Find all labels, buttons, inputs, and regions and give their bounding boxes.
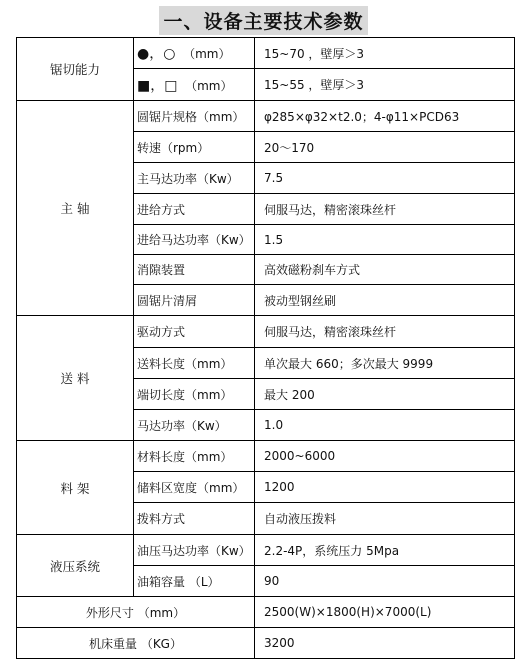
value-cell: 15~70 ，壁厚＞3 <box>255 38 515 69</box>
unit-label: （mm） <box>185 78 233 93</box>
shape-cell <box>134 69 255 101</box>
label-cell: 送料长度（mm） <box>134 348 255 379</box>
label-cell: 主马达功率（Kw） <box>134 163 255 194</box>
label-cell: 消隙装置 <box>134 255 255 285</box>
value-cell: 伺服马达，精密滚珠丝杆 <box>255 194 515 225</box>
value-cell: 单次最大 660；多次最大 9999 <box>255 348 515 379</box>
unit-label: （mm） <box>183 47 231 61</box>
value-cell: 2.2-4P，系统压力 5Mpa <box>255 535 515 566</box>
dimensions-label: 外形尺寸 （mm） <box>17 597 255 628</box>
value-cell: 1200 <box>255 472 515 503</box>
shape-cell <box>134 38 255 69</box>
table-row <box>17 597 515 628</box>
label-cell: 材料长度（mm） <box>134 441 255 472</box>
dimensions-value: 2500(W)×1800(H)×7000(L) <box>255 597 515 628</box>
label-cell: 拨料方式 <box>134 503 255 535</box>
document-title: 一、设备主要技术参数 <box>159 6 367 35</box>
label-cell: 进给方式 <box>134 194 255 225</box>
label-cell: 储料区宽度（mm） <box>134 472 255 503</box>
value-cell: 伺服马达，精密滚珠丝杆 <box>255 316 515 348</box>
label-cell: 端切长度（mm） <box>134 379 255 410</box>
value-cell: 20～170 <box>255 132 515 163</box>
label-cell: 进给马达功率（Kw） <box>134 225 255 255</box>
table-row <box>17 535 515 566</box>
category-spindle: 主 轴 <box>17 101 134 316</box>
value-cell: 被动型钢丝刷 <box>255 285 515 316</box>
label-cell: 驱动方式 <box>134 316 255 348</box>
category-rack: 料 架 <box>17 441 134 535</box>
value-cell: 自动液压拨料 <box>255 503 515 535</box>
value-cell: 1.0 <box>255 410 515 441</box>
label-cell: 转速（rpm） <box>134 132 255 163</box>
value-cell: 90 <box>255 566 515 597</box>
table-row <box>17 316 515 348</box>
label-cell: 圆锯片清屑 <box>134 285 255 316</box>
weight-value: 3200 <box>255 628 515 659</box>
value-cell: 15~55 ，壁厚＞3 <box>255 69 515 101</box>
spec-table <box>16 37 515 659</box>
title-wrap <box>0 6 527 35</box>
label-cell: 油箱容量 （L） <box>134 566 255 597</box>
table-row <box>17 441 515 472</box>
label-cell: 圆锯片规格（mm） <box>134 101 255 132</box>
label-cell: 油压马达功率（Kw） <box>134 535 255 566</box>
value-cell: 2000~6000 <box>255 441 515 472</box>
value-cell: 7.5 <box>255 163 515 194</box>
category-feeding: 送 料 <box>17 316 134 441</box>
round-shape-icons: ●，○ <box>137 46 176 62</box>
weight-label: 机床重量 （KG） <box>17 628 255 659</box>
table-row <box>17 38 515 69</box>
table-row <box>17 101 515 132</box>
category-hydraulic: 液压系统 <box>17 535 134 597</box>
square-shape-icons: ■，□ <box>137 77 178 94</box>
value-cell: 1.5 <box>255 225 515 255</box>
label-cell: 马达功率（Kw） <box>134 410 255 441</box>
category-cutting: 锯切能力 <box>17 38 134 101</box>
value-cell: 高效磁粉刹车方式 <box>255 255 515 285</box>
value-cell: φ285×φ32×t2.0；4-φ11×PCD63 <box>255 101 515 132</box>
table-row <box>17 628 515 659</box>
value-cell: 最大 200 <box>255 379 515 410</box>
